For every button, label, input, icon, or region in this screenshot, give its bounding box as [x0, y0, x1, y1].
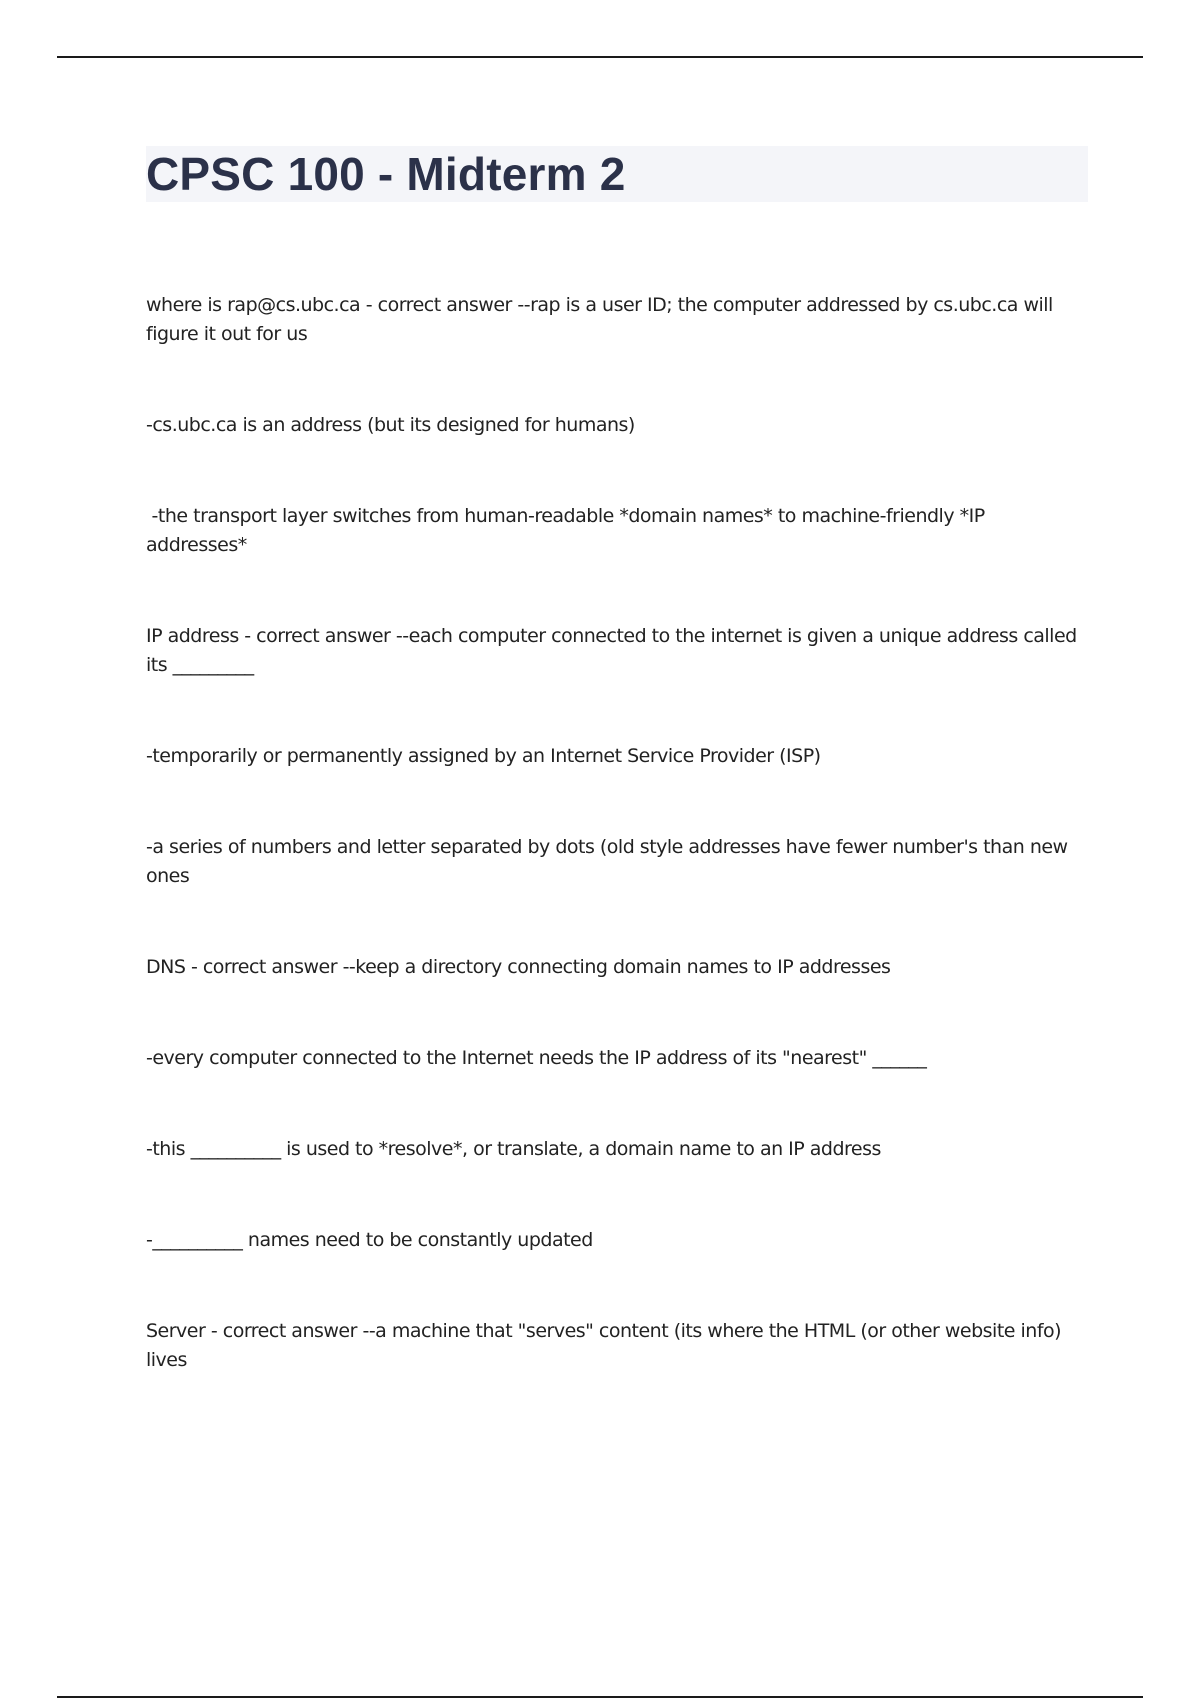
page-title: CPSC 100 - Midterm 2: [146, 148, 626, 200]
paragraph-rap-email: where is rap@cs.ubc.ca - correct answer --rap is a user ID; the computer addressed by cs.ubc.ca will figure it out for us: [146, 294, 1059, 345]
paragraph-isp-assigned: -temporarily or permanently assigned by an Internet Service Provider (ISP): [146, 745, 821, 767]
bottom-rule: [57, 1696, 1143, 1698]
paragraph-server: Server - correct answer --a machine that "serves" content (its where the HTML (or other website info) lives: [146, 1320, 1067, 1371]
document-body: [146, 291, 1086, 1375]
paragraph-nearest: -every computer connected to the Internet needs the IP address of its "nearest" ______: [146, 1047, 927, 1069]
paragraph-dns: DNS - correct answer --keep a directory connecting domain names to IP addresses: [146, 956, 891, 978]
paragraph-ip-address: IP address - correct answer --each computer connected to the internet is given a unique address called its _________: [146, 625, 1083, 676]
paragraph-transport-layer: -the transport layer switches from human-readable *domain names* to machine-friendly *IP addresses*: [146, 505, 991, 556]
paragraph-series-of-numbers: -a series of numbers and letter separated by dots (old style addresses have fewer number's than new ones: [146, 836, 1074, 887]
paragraph-address-for-humans: -cs.ubc.ca is an address (but its designed for humans): [146, 414, 635, 436]
paragraph-resolve: -this __________ is used to *resolve*, or translate, a domain name to an IP address: [146, 1138, 881, 1160]
top-rule: [57, 56, 1143, 58]
paragraph-names-updated: -__________ names need to be constantly updated: [146, 1229, 593, 1251]
